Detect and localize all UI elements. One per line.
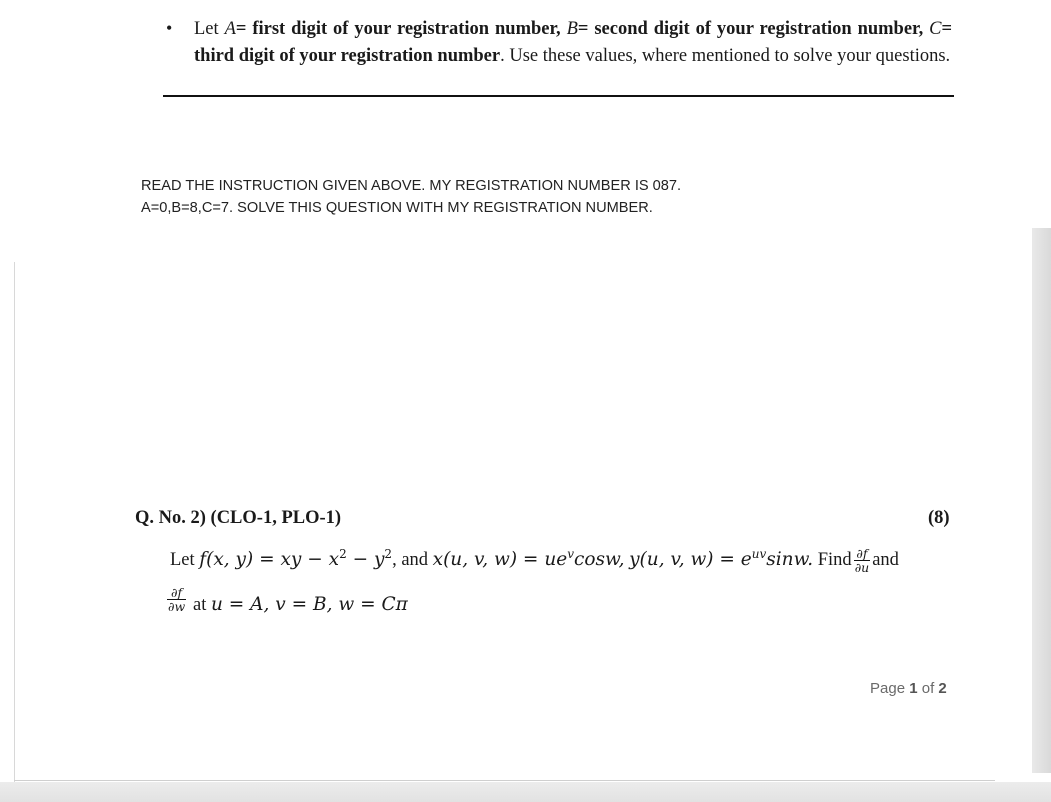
- registration-instruction: [194, 16, 952, 69]
- partial-f-partial-u: $\frac{\partial f}{\partial u}$: [854, 546, 870, 576]
- f-definition: f(x, y) = xy − $x^2 - y^2$: [199, 547, 393, 571]
- x-definition: x(u, v, $w) = ue^v\cos w$,: [432, 547, 625, 571]
- note-line-1: READ THE INSTRUCTION GIVEN ABOVE. MY REGISTRATION NUMBER IS 087.: [141, 178, 682, 194]
- var-b: B: [566, 19, 578, 39]
- question-marks: (8): [928, 508, 950, 528]
- instruction-c-text: = third digit of your registration number: [194, 19, 953, 66]
- instruction-tail: . Use these values, where mentioned to solve your questions.: [500, 45, 951, 66]
- page-shadow-bottom: [0, 782, 1051, 802]
- var-a: A: [224, 19, 236, 39]
- instruction-let: Let: [194, 19, 219, 39]
- current-page: 1: [909, 680, 918, 697]
- q-and-2: and: [872, 550, 899, 571]
- page-edge-left: [14, 262, 15, 782]
- question-statement-line-1: [170, 547, 899, 574]
- var-c: C: [929, 19, 942, 39]
- instruction-b-text: = second digit of your registration number,: [577, 19, 924, 39]
- y-definition: y(u, v, $w) = e^{uv}\sin w$.: [629, 547, 814, 571]
- page-counter: Page 1 of 2: [870, 680, 947, 697]
- note-line-2: A=0,B=8,C=7. SOLVE THIS QUESTION WITH MY REGISTRATION NUMBER.: [141, 200, 653, 216]
- q-at: at: [193, 595, 207, 615]
- bullet-marker: •: [166, 18, 173, 38]
- evaluation-point: u = A, v = B, w = Cπ: [210, 594, 408, 615]
- section-divider: [163, 95, 954, 97]
- page-shadow-right: [1032, 228, 1051, 773]
- question-statement-line-2: [193, 594, 408, 616]
- question-header: Q. No. 2) (CLO-1, PLO-1): [135, 508, 342, 528]
- q-let: Let: [170, 550, 195, 571]
- student-note: [141, 175, 681, 219]
- partial-f-partial-w: $\frac{\partial f}{\partial w}$: [168, 585, 186, 614]
- q-find: Find: [817, 550, 852, 571]
- instruction-a-text: = first digit of your registration number,: [235, 19, 561, 39]
- page-edge-bottom: [14, 780, 995, 781]
- q-and-1: , and: [392, 550, 429, 571]
- total-pages: 2: [938, 680, 947, 697]
